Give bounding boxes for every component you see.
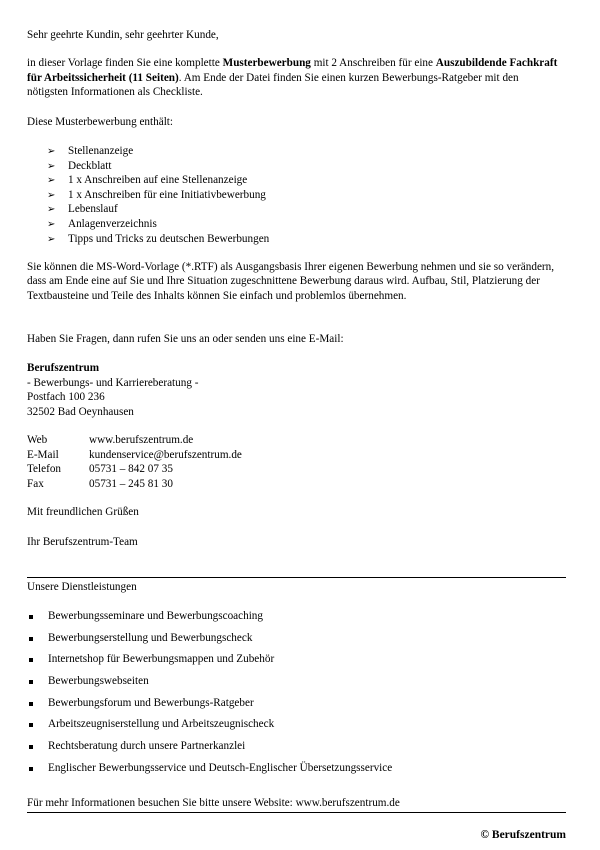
arrow-bullet-icon: ➢ — [47, 160, 56, 172]
square-bullet-icon — [29, 702, 33, 706]
list-item-label: Internetshop für Bewerbungsmappen und Zubehör — [48, 653, 275, 666]
list-item — [47, 173, 269, 188]
list-item-label: Englischer Bewerbungsservice und Deutsch-Englischer Übersetzungsservice — [48, 761, 393, 774]
arrow-bullet-icon: ➢ — [47, 175, 56, 187]
arrow-bullet-icon: ➢ — [47, 204, 56, 216]
services-heading: Unsere Dienstleistungen — [27, 581, 137, 593]
city: 32502 Bad Oeynhausen — [27, 405, 134, 418]
list-item-label: Rechtsberatung durch unsere Partnerkanzlei — [48, 740, 246, 753]
intro-text-2: mit 2 Anschreiben für eine — [310, 57, 436, 69]
services-top-divider — [27, 577, 566, 578]
list-item-label: Stellenanzeige — [68, 145, 134, 157]
contact-label: Fax — [27, 477, 44, 490]
square-bullet-icon — [29, 767, 33, 771]
list-item-label: Anlagenverzeichnis — [68, 217, 157, 230]
list-item-label: Bewerbungswebseiten — [48, 675, 149, 688]
contact-row-phone — [27, 462, 242, 477]
list-item — [27, 714, 392, 736]
email-link[interactable]: kundenservice@berufszentrum.de — [89, 448, 242, 461]
arrow-bullet-icon: ➢ — [47, 189, 56, 201]
list-item — [47, 144, 269, 159]
copyright-notice: © Berufszentrum — [480, 829, 566, 841]
contact-row-web — [27, 433, 242, 448]
list-item-label: 1 x Anschreiben für eine Initiativbewerbung — [68, 188, 266, 201]
list-item-label: Bewerbungserstellung und Bewerbungscheck — [48, 631, 253, 644]
intro-text-3: . Am Ende der Datei finden Sie einen kurzen Bewerbungs-Ratgeber mit den nötigsten Informationen als Checkliste. — [27, 71, 519, 98]
arrow-bullet-icon: ➢ — [47, 218, 56, 230]
list-item-label: 1 x Anschreiben auf eine Stellenanzeige — [68, 174, 248, 187]
closing-regards: Mit freundlichen Grüßen — [27, 506, 139, 518]
list-item — [27, 736, 392, 758]
contact-label: E-Mail — [27, 448, 59, 461]
list-item-label: Bewerbungsseminare und Bewerbungscoaching — [48, 610, 263, 622]
arrow-bullet-icon: ➢ — [47, 233, 56, 245]
contact-row-email — [27, 448, 242, 463]
square-bullet-icon — [29, 637, 33, 641]
intro-paragraph — [27, 56, 562, 100]
template-usage-paragraph: Sie können die MS-Word-Vorlage (*.RTF) als Ausgangsbasis Ihrer eigenen Bewerbung nehmen und sie so verändern, dass am Ende eine auf Sie und Ihre Situation zugeschnittene Bewerbung daraus wird. Aufbau, Stil, Platzierung der Textbausteine und Teile des Inhalts können Sie einfach und problemlos übernehmen. — [27, 261, 555, 302]
intro-bold-title: Auszubildende Fachkraft für Arbeitssicherheit (11 Seiten) — [27, 57, 558, 84]
list-item — [47, 232, 269, 247]
list-item — [27, 649, 392, 671]
list-item-label: Bewerbungsforum und Bewerbungs-Ratgeber — [48, 696, 254, 709]
list-item — [47, 217, 269, 232]
list-item — [47, 202, 269, 217]
services-list — [27, 606, 392, 780]
intro-bold-product: Musterbewerbung — [222, 57, 311, 69]
list-item-label: Arbeitszeugniserstellung und Arbeitszeugnischeck — [48, 718, 275, 731]
intro-text-1: in dieser Vorlage finden Sie eine komplette — [27, 57, 223, 69]
contact-row-fax — [27, 477, 242, 492]
list-item — [47, 188, 269, 203]
signature-team: Ihr Berufszentrum-Team — [27, 536, 138, 548]
square-bullet-icon — [29, 723, 33, 727]
fax-number: 05731 – 245 81 30 — [89, 477, 173, 490]
contact-table — [27, 433, 242, 491]
list-item — [27, 606, 392, 628]
list-item-label: Deckblatt — [68, 159, 112, 172]
contact-label: Web — [27, 434, 48, 446]
company-tagline: - Bewerbungs- und Karriereberatung - — [27, 376, 199, 389]
more-info-line: Für mehr Informationen besuchen Sie bitte unsere Website: www.berufszentrum.de — [27, 797, 400, 809]
square-bullet-icon — [29, 680, 33, 684]
footer-divider — [27, 812, 566, 813]
square-bullet-icon — [29, 745, 33, 749]
list-item — [27, 693, 392, 715]
postbox: Postfach 100 236 — [27, 391, 105, 403]
list-item — [27, 758, 392, 780]
company-name: Berufszentrum — [27, 362, 100, 374]
list-item-label: Lebenslauf — [68, 203, 118, 216]
address-block — [27, 361, 198, 419]
list-item — [27, 671, 392, 693]
list-item — [47, 159, 269, 174]
questions-paragraph: Haben Sie Fragen, dann rufen Sie uns an oder senden uns eine E-Mail: — [27, 333, 344, 345]
square-bullet-icon — [29, 615, 33, 619]
contents-list — [47, 144, 269, 246]
list-item-label: Tipps und Tricks zu deutschen Bewerbungen — [68, 232, 270, 245]
list-item — [27, 628, 392, 650]
salutation: Sehr geehrte Kundin, sehr geehrter Kunde, — [27, 29, 219, 41]
phone-number: 05731 – 842 07 35 — [89, 463, 173, 475]
contents-heading: Diese Musterbewerbung enthält: — [27, 116, 174, 128]
website-link[interactable]: www.berufszentrum.de — [89, 434, 194, 446]
arrow-bullet-icon: ➢ — [47, 146, 56, 157]
square-bullet-icon — [29, 658, 33, 662]
contact-label: Telefon — [27, 463, 62, 475]
